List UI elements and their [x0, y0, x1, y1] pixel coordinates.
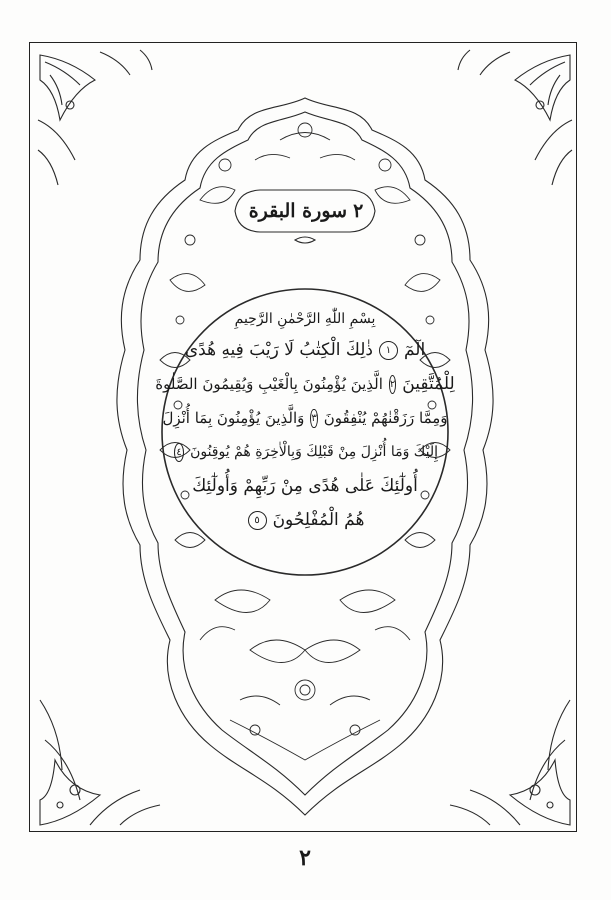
- verses-block: [155, 305, 455, 537]
- bottom-left-corner-ornament: [40, 700, 160, 825]
- aya-marker-icon: ٣: [310, 409, 317, 428]
- verse-text: ذٰلِكَ الْكِتٰبُ لَا رَيْبَ فِيهِ هُدًى: [184, 340, 373, 360]
- verse-line-4: [172, 435, 438, 469]
- basmala-line: [172, 305, 438, 333]
- verse-line-1: [172, 333, 438, 367]
- verse-text: الٓمٓ: [403, 340, 426, 360]
- verse-text: وَمِمَّا رَزَقْنٰهُمْ يُنْفِقُونَ: [323, 409, 448, 427]
- verse-line-2: [155, 367, 455, 401]
- verse-line-6: [172, 503, 438, 537]
- top-right-corner-ornament: [458, 50, 572, 185]
- bottom-right-corner-ornament: [450, 700, 570, 825]
- basmala: بِسْمِ اللّٰهِ الرَّحْمٰنِ الرَّحِيمِ: [234, 311, 376, 327]
- verse-text: الَّذِينَ يُؤْمِنُونَ بِالْغَيْبِ وَيُقِيمُونَ الصَّلٰوةَ: [155, 375, 383, 393]
- verse-text: وَالَّذِينَ يُؤْمِنُونَ بِمَا أُنْزِلَ: [162, 409, 305, 427]
- aya-marker-icon: ٥: [248, 511, 267, 530]
- verse-text: أُولٰٓئِكَ عَلٰى هُدًى مِنْ رَبِّهِمْ وَأُولٰٓئِكَ: [192, 476, 418, 496]
- aya-marker-icon: ٤: [174, 443, 184, 462]
- verse-text: هُمُ الْمُفْلِحُونَ: [272, 510, 365, 530]
- surah-number: ٢: [353, 200, 364, 222]
- aya-marker-icon: ٢: [389, 375, 396, 394]
- verse-text: لِلْمُتَّقِينَ: [402, 374, 455, 394]
- surah-name: سورة البقرة: [248, 200, 348, 222]
- verse-text: إِلَيْكَ وَمَا أُنْزِلَ مِنْ قَبْلِكَ وَبِالْاٰخِرَةِ هُمْ يُوقِنُونَ: [190, 444, 438, 460]
- page-number: ٢: [299, 845, 311, 871]
- top-left-corner-ornament: [38, 50, 152, 185]
- aya-marker-icon: ١: [379, 341, 398, 360]
- verse-line-3: [162, 401, 448, 435]
- surah-title: [240, 193, 372, 229]
- verse-line-5: [172, 469, 438, 503]
